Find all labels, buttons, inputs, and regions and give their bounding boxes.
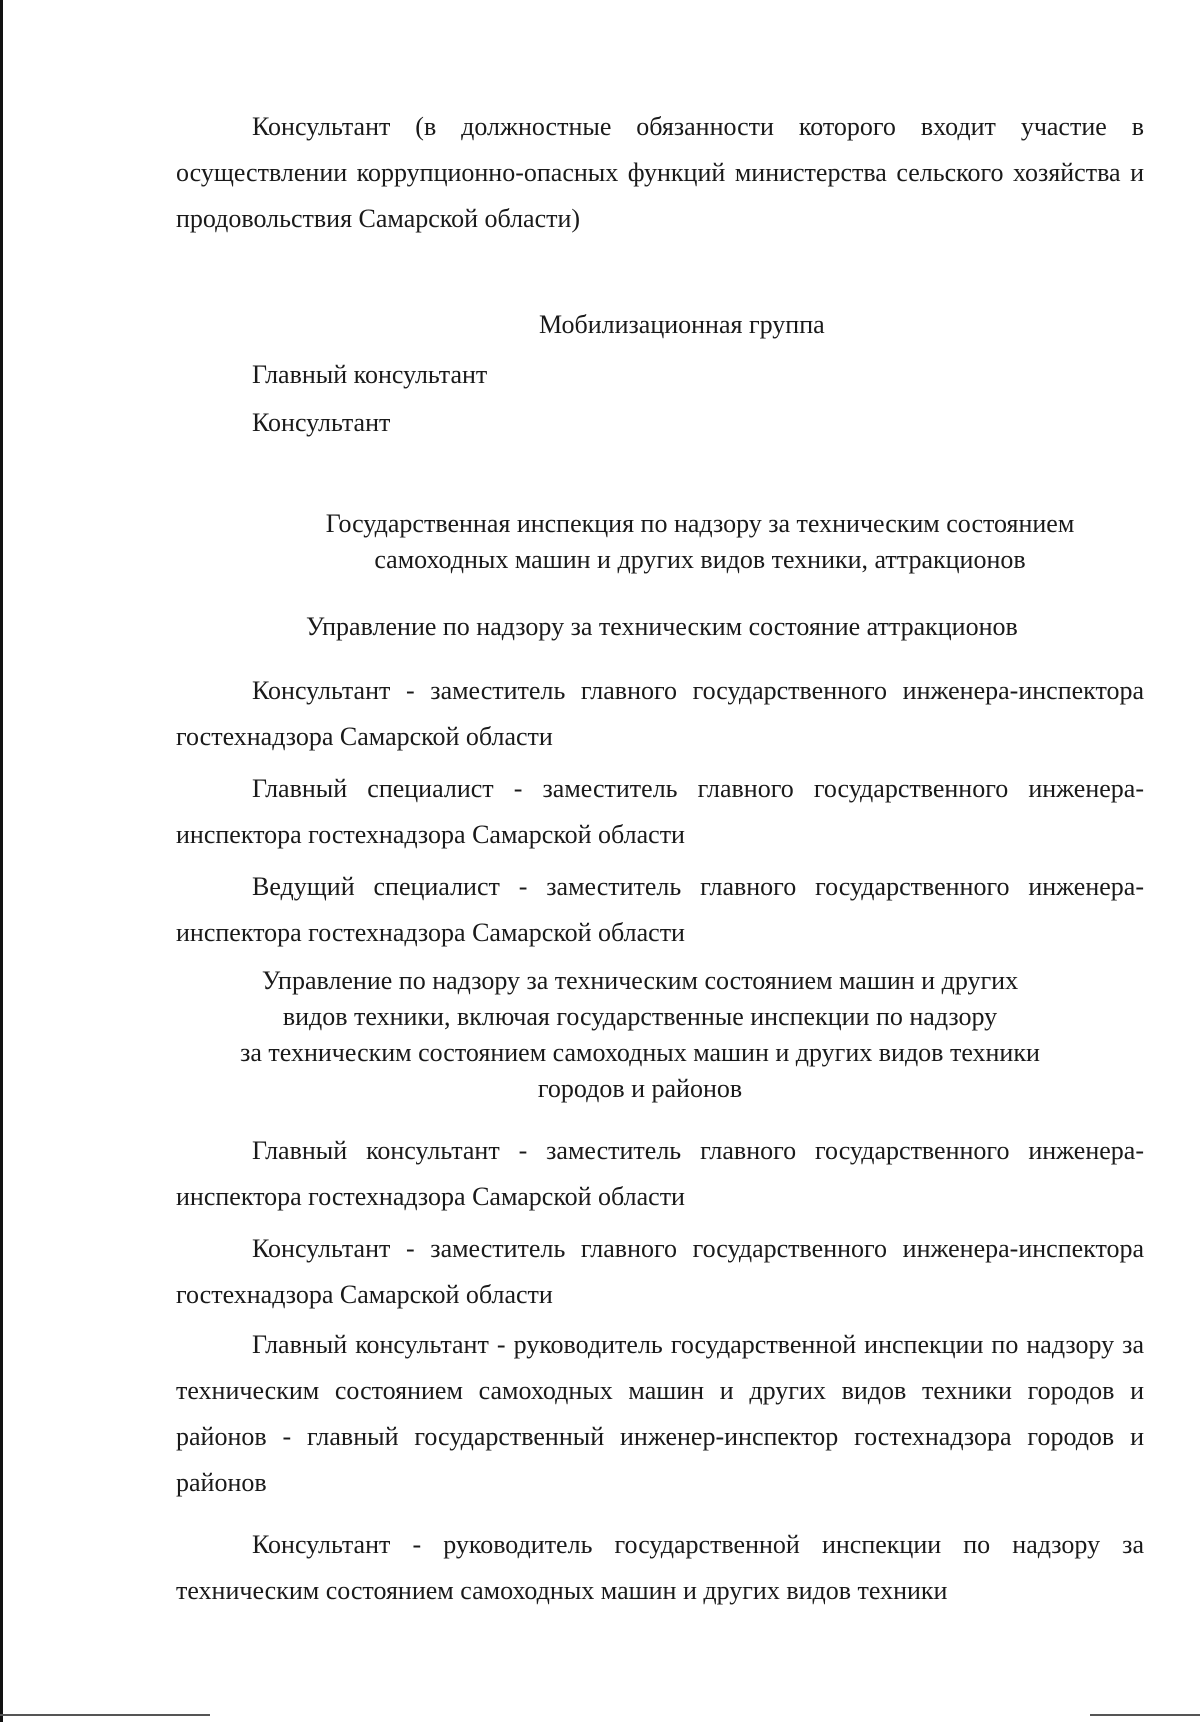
paragraph-leading-specialist-deputy: Ведущий специалист - заместитель главного государственного инженера-инспектора гостехнадзора Самарской области <box>176 872 1144 947</box>
paragraph-consultant-deputy-2: Консультант - заместитель главного государственного инженера-инспектора гостехнадзора Самарской области <box>176 1234 1144 1309</box>
heading-line: Государственная инспекция по надзору за техническим состоянием <box>325 509 1075 538</box>
section-heading-machines <box>160 963 1120 1107</box>
section-heading-state-inspection <box>230 506 1170 578</box>
paragraph-chief-consultant-head-inspection: Главный консультант - руководитель государственной инспекции по надзору за техническим состоянием самоходных машин и других видов техники городов и районов - главный государственный инженер-инспектор гостехнадзора городов и районов <box>176 1330 1144 1497</box>
heading-line: самоходных машин и других видов техники, аттракционов <box>374 545 1026 574</box>
heading-line: Управление по надзору за техническим состоянием машин и других <box>261 966 1019 995</box>
scan-edge-bottom-right <box>1090 1714 1200 1716</box>
paragraph-chief-specialist-deputy: Главный специалист - заместитель главного государственного инженера-инспектора гостехнадзора Самарской области <box>176 774 1144 849</box>
mobilization-item-chief-consultant: Главный консультант <box>252 360 488 389</box>
heading-line: видов техники, включая государственные инспекции по надзору <box>282 1002 998 1031</box>
scan-edge-left <box>0 0 3 1722</box>
scan-edge-bottom-left <box>0 1714 210 1716</box>
heading-line: за техническим состоянием самоходных машин и других видов техники <box>240 1038 1040 1067</box>
paragraph-consultant-corruption: Консультант (в должностные обязанности которого входит участие в осуществлении коррупционно-опасных функций министерства сельского хозяйства и продовольствия Самарской области) <box>176 112 1144 233</box>
paragraph-consultant-head-inspection: Консультант - руководитель государственной инспекции по надзору за техническим состоянием самоходных машин и других видов техники <box>176 1530 1144 1605</box>
mobilization-item-consultant: Консультант <box>252 408 391 437</box>
section-heading-attractions: Управление по надзору за техническим состояние аттракционов <box>306 612 1018 641</box>
section-heading-mobilization: Мобилизационная группа <box>539 310 825 339</box>
paragraph-chief-consultant-deputy: Главный консультант - заместитель главного государственного инженера-инспектора гостехнадзора Самарской области <box>176 1136 1144 1211</box>
paragraph-consultant-deputy: Консультант - заместитель главного государственного инженера-инспектора гостехнадзора Самарской области <box>176 676 1144 751</box>
heading-line: городов и районов <box>537 1074 743 1103</box>
